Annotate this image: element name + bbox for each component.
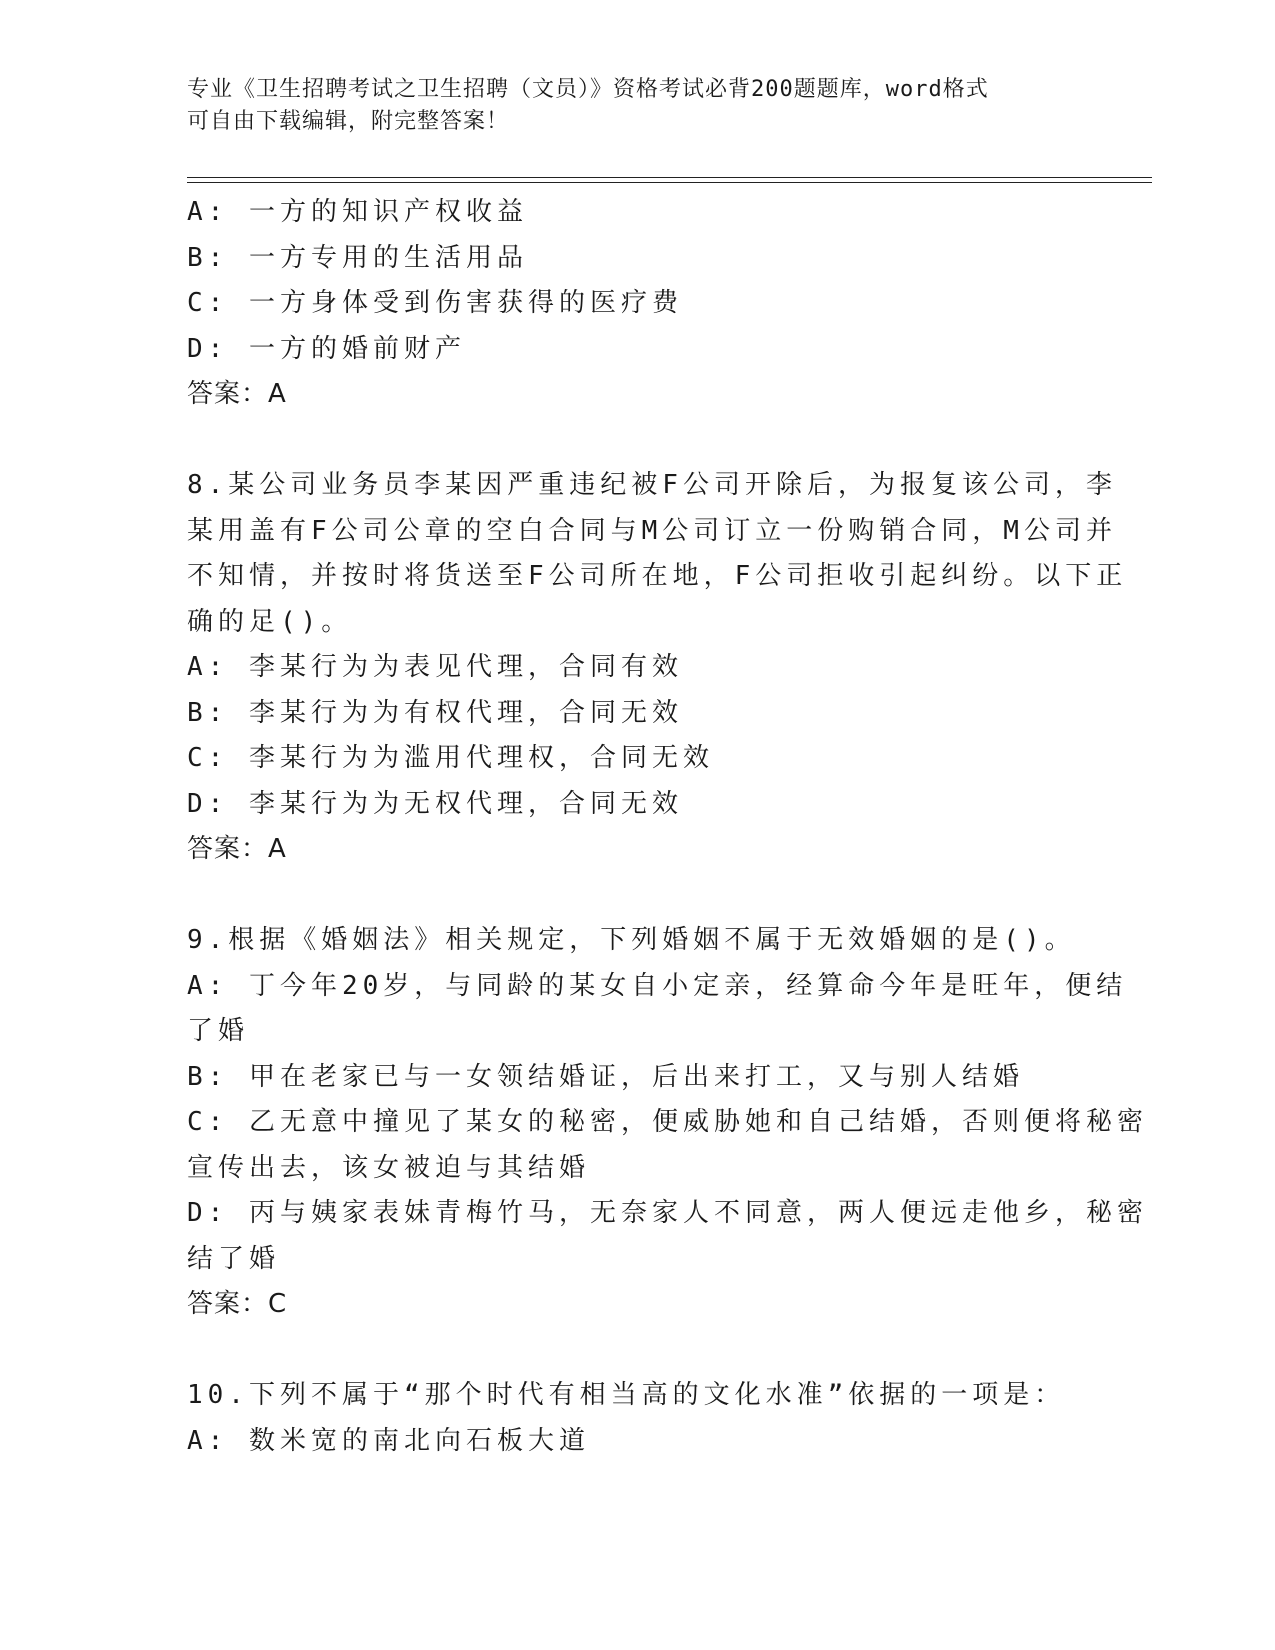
header-title-line-2: 可自由下载编辑，附完整答案！ xyxy=(187,109,510,134)
option-a: A: 丁今年20岁，与同龄的某女自小定亲，经算命今年是旺年，便结 xyxy=(187,970,1128,1001)
option-b: B: 甲在老家已与一女领结婚证，后出来打工，又与别人结婚 xyxy=(187,1061,1024,1092)
question-stem-line: 不知情，并按时将货送至F公司所在地，F公司拒收引起纠纷。以下正 xyxy=(187,561,1128,591)
option-d: D: 李某行为为无权代理，合同无效 xyxy=(187,788,683,819)
option-a: A: 李某行为为表见代理，合同有效 xyxy=(187,652,683,682)
header-divider-top xyxy=(187,177,1152,178)
question-7 xyxy=(187,190,1087,418)
question-10 xyxy=(187,1373,1087,1464)
option-a: A: 数米宽的南北向石板大道 xyxy=(187,1425,590,1456)
question-8 xyxy=(187,463,1128,873)
answer: 答案：C xyxy=(187,1289,288,1319)
document-header xyxy=(187,74,1067,138)
answer: 答案：A xyxy=(187,379,287,409)
answer: 答案：A xyxy=(187,834,287,864)
question-stem-line: 10.下列不属于“那个时代有相当高的文化水准”依据的一项是： xyxy=(187,1380,1066,1410)
option-c: C: 乙无意中撞见了某女的秘密，便威胁她和自己结婚，否则便将秘密 xyxy=(187,1107,1148,1137)
question-stem-line: 确的足()。 xyxy=(187,606,353,637)
question-stem-line: 9.根据《婚姻法》相关规定，下列婚姻不属于无效婚姻的是()。 xyxy=(187,925,1076,955)
question-stem-line: 某用盖有F公司公章的空白合同与M公司订立一份购销合同，M公司并 xyxy=(187,515,1117,546)
question-9 xyxy=(187,918,1148,1328)
option-d: D: 一方的婚前财产 xyxy=(187,333,466,364)
question-stem-line: 8.某公司业务员李某因严重违纪被F公司开除后，为报复该公司，李 xyxy=(187,470,1117,500)
option-b: B: 李某行为为有权代理，合同无效 xyxy=(187,697,683,728)
option-a: A: 一方的知识产权收益 xyxy=(187,197,528,227)
option-a-continued: 了婚 xyxy=(187,1016,250,1046)
option-c-continued: 宣传出去，该女被迫与其结婚 xyxy=(187,1152,591,1183)
option-c: C: 李某行为为滥用代理权，合同无效 xyxy=(187,743,714,773)
spacer xyxy=(187,418,1087,464)
spacer xyxy=(187,873,1087,919)
question-list xyxy=(187,190,1148,1464)
option-b: B: 一方专用的生活用品 xyxy=(187,242,528,273)
option-d: D: 丙与姨家表妹青梅竹马，无奈家人不同意，两人便远走他乡，秘密 xyxy=(187,1198,1148,1228)
option-c: C: 一方身体受到伤害获得的医疗费 xyxy=(187,288,683,318)
header-title-line-1: 专业《卫生招聘考试之卫生招聘（文员）》资格考试必背200题题库，word格式 xyxy=(187,77,989,102)
header-divider-bottom xyxy=(187,182,1152,183)
spacer xyxy=(187,1328,1087,1374)
option-d-continued: 结了婚 xyxy=(187,1243,281,1274)
